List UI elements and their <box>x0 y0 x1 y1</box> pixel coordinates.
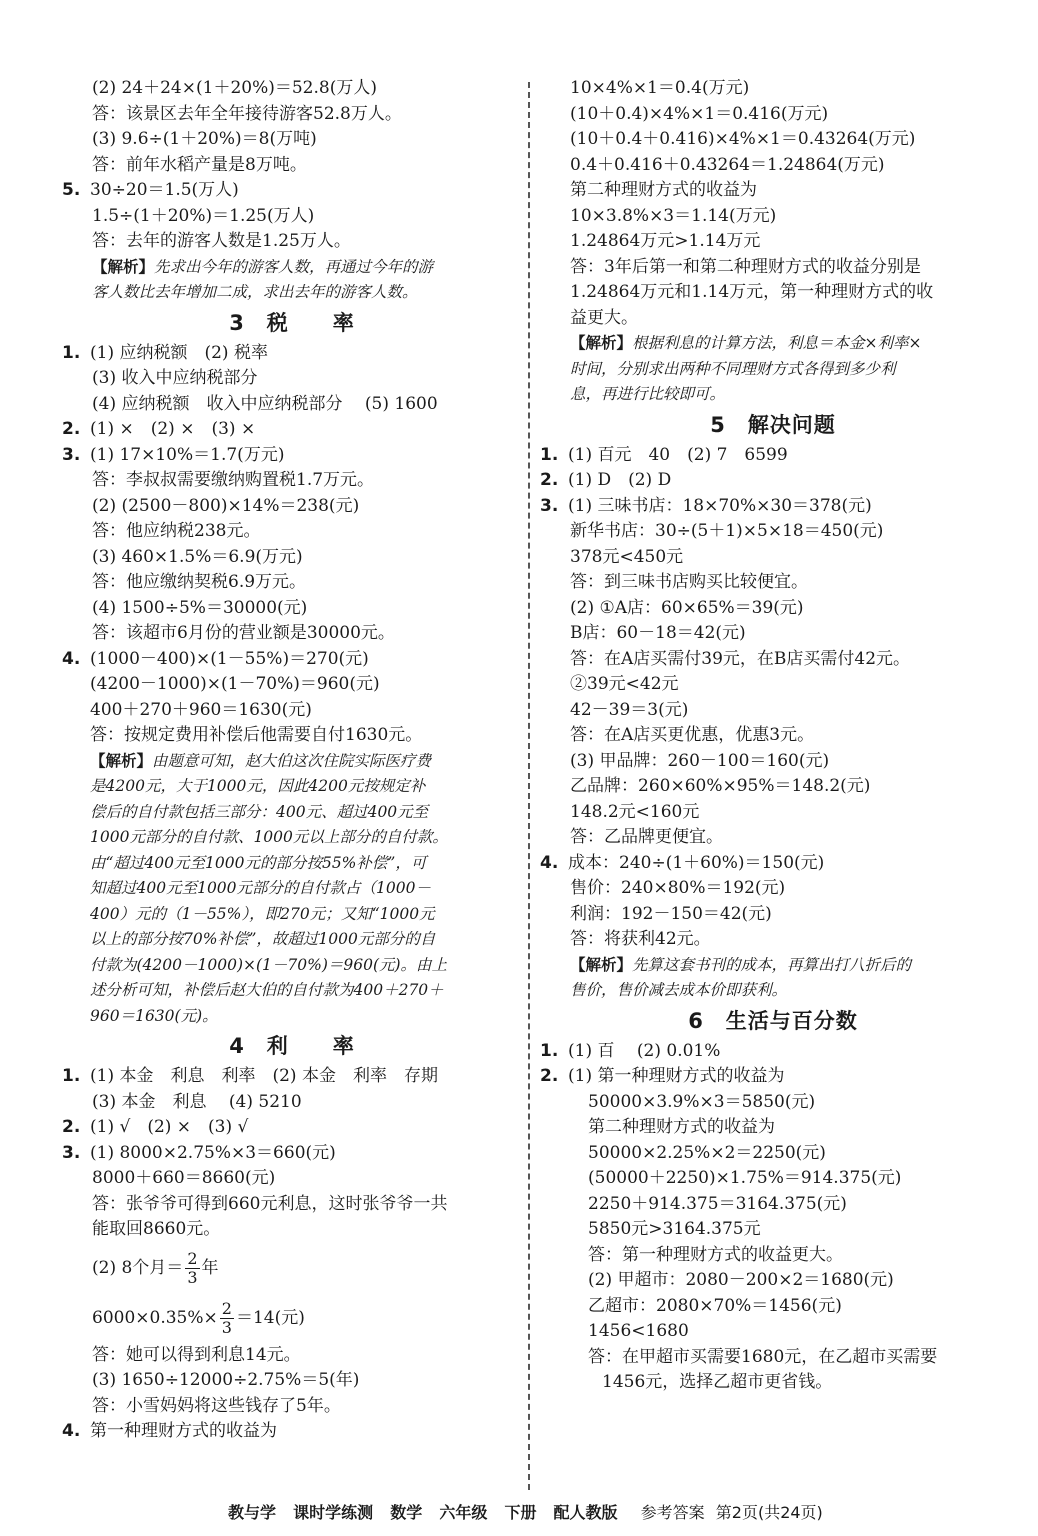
line-text: 时间，分别求出两种不同理财方式各得到多少利 <box>570 359 896 378</box>
line-text: 8000＋660＝8660(元) <box>92 1168 276 1188</box>
answer-line <box>540 382 1006 408</box>
answer-line <box>540 468 1006 494</box>
line-text: 1.5÷(1＋20%)＝1.25(万人) <box>92 205 315 226</box>
answer-line <box>540 102 1006 128</box>
fraction-denominator: 3 <box>187 1267 198 1287</box>
answer-line <box>540 204 1006 230</box>
answer-line <box>62 494 522 520</box>
answer-line <box>540 749 1006 775</box>
line-text: 利润：192－150＝42(元) <box>570 903 772 924</box>
answer-line <box>540 280 1006 306</box>
answer-line <box>540 255 1006 281</box>
answer-line <box>540 443 1006 469</box>
line-text: 成本：240÷(1＋60%)＝150(元) <box>568 852 825 873</box>
line-text: 答：第一种理财方式的收益更大。 <box>588 1244 843 1265</box>
answer-line <box>540 876 1006 902</box>
answer-line <box>62 255 522 281</box>
answer-line <box>540 1217 1006 1243</box>
line-text: 答：前年水稻产量是8万吨。 <box>92 154 307 175</box>
line-text: (1) D (2) D <box>568 470 672 490</box>
line-text: 答：李叔叔需要缴纳购置税1.7万元。 <box>92 470 375 490</box>
line-text: 答：按规定费用补偿后他需要自付1630元。 <box>90 725 423 745</box>
left-column <box>62 76 522 1445</box>
answer-line <box>62 621 522 647</box>
line-text: (2) ①A店：60×65%＝39(元) <box>570 597 804 618</box>
answer-line <box>62 1394 522 1420</box>
line-text: (10＋0.4)×4%×1＝0.416(万元) <box>570 103 829 124</box>
line-text: 付款为(4200－1000)×(1－70%)＝960(元)。由上 <box>90 955 448 974</box>
answer-line <box>540 621 1006 647</box>
line-text: 答：她可以得到利息14元。 <box>92 1344 301 1365</box>
fraction-denominator: 3 <box>221 1317 232 1337</box>
answer-line <box>62 1192 522 1218</box>
answer-line <box>540 1243 1006 1269</box>
footer-volume: 下册 <box>504 1503 537 1522</box>
line-text: 偿后的自付款包括三部分：400元、超过400元至 <box>90 802 429 821</box>
line-text: 第二种理财方式的收益为 <box>588 1117 775 1137</box>
line-text: (2) 8个月＝ <box>92 1257 184 1278</box>
answer-line <box>540 331 1006 357</box>
line-text: 以上的部分按70%补偿”，故超过1000元部分的自 <box>90 930 436 948</box>
answer-line <box>62 102 522 128</box>
line-text: 答：将获利42元。 <box>570 929 711 949</box>
answer-line <box>62 1419 522 1445</box>
answer-line <box>540 647 1006 673</box>
line-text: 年 <box>201 1257 219 1278</box>
line-text: 0.4＋0.416＋0.43264＝1.24864(万元) <box>570 154 885 175</box>
line-text: (1) 8000×2.75%×3＝660(元) <box>90 1142 336 1163</box>
answer-line <box>62 927 522 953</box>
answer-line <box>62 672 522 698</box>
question-number: 2. <box>62 419 81 439</box>
answer-line <box>62 1115 522 1141</box>
line-text: 6000×0.35%× <box>92 1307 218 1328</box>
line-text: (3) 1650÷12000÷2.75%＝5(年) <box>92 1370 360 1390</box>
line-text: 2250＋914.375＝3164.375(元) <box>588 1193 847 1214</box>
line-text: 答：在甲超市买需要1680元，在乙超市买需要 <box>588 1346 938 1367</box>
line-text: 答：他应缴纳契税6.9万元。 <box>92 572 307 592</box>
line-text: (3) 460×1.5%＝6.9(万元) <box>92 546 303 567</box>
line-text: 第二种理财方式的收益为 <box>570 180 757 200</box>
question-number: 1. <box>540 444 559 465</box>
answer-line <box>62 1090 522 1116</box>
answer-line <box>540 927 1006 953</box>
line-text: (3) 收入中应纳税部分 <box>92 368 258 388</box>
line-text: (1) 17×10%＝1.7(万元) <box>90 444 285 465</box>
answer-line <box>62 1166 522 1192</box>
answer-line <box>540 1294 1006 1320</box>
answer-line <box>540 774 1006 800</box>
answer-line <box>540 306 1006 332</box>
column-divider <box>528 82 530 1490</box>
answer-line <box>540 1064 1006 1090</box>
line-text: 答：小雪妈妈将这些钱存了5年。 <box>92 1395 341 1416</box>
line-text: 378元<450元 <box>570 546 684 567</box>
line-text: 根据利息的计算方法，利息＝本金×利率× <box>632 334 922 352</box>
question-number: 1. <box>62 342 81 363</box>
answer-line <box>540 1345 1006 1371</box>
line-text: 10×4%×1＝0.4(万元) <box>570 78 750 98</box>
question-number: 3. <box>62 444 81 465</box>
analysis-tag: 【解析】 <box>570 955 633 974</box>
line-text: 10×3.8%×3＝1.14(万元) <box>570 205 777 226</box>
line-text: (4) 1500÷5%＝30000(元) <box>92 597 308 618</box>
line-text: 答：乙品牌更便宜。 <box>570 827 723 847</box>
answer-line <box>540 545 1006 571</box>
answer-line <box>62 978 522 1004</box>
line-text: (2) 甲超市：2080－200×2＝1680(元) <box>588 1270 894 1290</box>
line-text: 400＋270＋960＝1630(元) <box>90 699 312 720</box>
line-text: 能取回8660元。 <box>92 1219 221 1239</box>
answer-line <box>62 570 522 596</box>
line-text: (1) 应纳税额 (2) 税率 <box>90 342 268 363</box>
line-text: (2) (2500－800)×14%＝238(元) <box>92 495 360 516</box>
answer-line <box>62 774 522 800</box>
answer-line <box>62 127 522 153</box>
answer-line <box>62 204 522 230</box>
line-text: 先求出今年的游客人数，再通过今年的游 <box>154 257 434 276</box>
answer-line <box>62 392 522 418</box>
section-heading: 6 生活与百分数 <box>688 1008 858 1033</box>
line-text: 客人数比去年增加二成，求出去年的游客人数。 <box>92 283 418 301</box>
line-text: 答：他应纳税238元。 <box>92 521 261 541</box>
answer-line <box>62 902 522 928</box>
line-text: 乙超市：2080×70%＝1456(元) <box>588 1295 842 1316</box>
answer-line <box>62 417 522 443</box>
answer-line <box>62 153 522 179</box>
answer-line <box>62 723 522 749</box>
answer-line <box>540 153 1006 179</box>
answer-line <box>540 1319 1006 1345</box>
fraction <box>220 1300 234 1337</box>
question-number: 1. <box>62 1066 81 1086</box>
answer-line <box>540 1166 1006 1192</box>
line-text: 50000×2.25%×2＝2250(元) <box>588 1142 826 1163</box>
line-text: 售价：240×80%＝192(元) <box>570 878 786 898</box>
answer-line <box>62 1243 522 1293</box>
answer-line <box>540 357 1006 383</box>
footer-grade: 六年级 <box>439 1503 488 1522</box>
answer-line <box>540 800 1006 826</box>
answer-line <box>540 902 1006 928</box>
answer-line <box>540 1115 1006 1141</box>
answer-line <box>540 1039 1006 1065</box>
answer-line <box>62 519 522 545</box>
answer-line <box>62 341 522 367</box>
line-text: 是4200元，大于1000元，因此4200元按规定补 <box>90 777 426 795</box>
answer-line <box>540 1141 1006 1167</box>
answer-line <box>62 1064 522 1090</box>
line-text: (3) 9.6÷(1＋20%)＝8(万吨) <box>92 129 317 149</box>
answer-line <box>540 851 1006 877</box>
line-text: 5850元>3164.375元 <box>588 1219 761 1239</box>
answer-line <box>540 953 1006 979</box>
line-text: (3) 甲品牌：260－100＝160(元) <box>570 750 830 771</box>
question-number: 5. <box>62 180 81 200</box>
line-text: 1000元部分的自付款、1000元以上部分的自付款。 <box>90 828 448 846</box>
line-text: (4200－1000)×(1－70%)＝960(元) <box>90 674 380 694</box>
line-text: (1) √ (2) × (3) √ <box>90 1117 249 1137</box>
line-text: 1.24864万元>1.14万元 <box>570 231 761 251</box>
line-text: 由“超过400元至1000元的部分按55%补偿”，可 <box>90 853 427 872</box>
answer-line <box>62 800 522 826</box>
line-text: (1000－400)×(1－55%)＝270(元) <box>90 648 369 669</box>
footer-section: 参考答案 <box>640 1503 705 1522</box>
answer-line <box>540 127 1006 153</box>
analysis-tag: 【解析】 <box>90 751 153 770</box>
question-number: 4. <box>540 852 559 873</box>
line-text: 30÷20＝1.5(万人) <box>90 180 239 200</box>
answer-line <box>62 443 522 469</box>
line-text: 答：张爷爷可得到660元利息，这时张爷爷一共 <box>92 1193 448 1214</box>
line-text: 售价，售价减去成本价即获利。 <box>570 981 788 999</box>
line-text: 乙品牌：260×60%×95%＝148.2(元) <box>570 776 871 796</box>
answer-line <box>540 494 1006 520</box>
answer-line <box>540 229 1006 255</box>
answer-line <box>62 1343 522 1369</box>
line-text: (1) 本金 利息 利率 (2) 本金 利率 存期 <box>90 1066 438 1086</box>
section-heading: 3 税 率 <box>229 310 355 335</box>
line-text: 400）元的（1－55%），即270元；又知“1000元 <box>90 904 435 923</box>
line-text: 由题意可知，赵大伯这次住院实际医疗费 <box>152 751 432 770</box>
line-text: (4) 应纳税额 收入中应纳税部分 (5) 1600 <box>92 393 438 414</box>
answer-line <box>62 468 522 494</box>
line-text: 答：到三味书店购买比较便宜。 <box>570 572 808 592</box>
analysis-tag: 【解析】 <box>570 334 633 352</box>
line-text: 答：去年的游客人数是1.25万人。 <box>92 231 351 251</box>
answer-line <box>62 647 522 673</box>
answer-line <box>62 851 522 877</box>
footer-page-number: 第2页(共24页) <box>715 1503 823 1522</box>
answer-line <box>62 698 522 724</box>
question-number: 2. <box>540 1066 559 1086</box>
answer-line <box>62 1217 522 1243</box>
line-text: 答：在A店买更优惠，优惠3元。 <box>570 725 815 745</box>
line-text: 答：在A店买需付39元，在B店买需付42元。 <box>570 648 911 669</box>
answer-line <box>62 545 522 571</box>
answer-line <box>62 1293 522 1343</box>
right-column <box>540 76 1006 1396</box>
answer-line <box>540 519 1006 545</box>
line-text: ②39元<42元 <box>570 674 679 694</box>
line-text: 1456<1680 <box>588 1321 689 1341</box>
answer-line <box>62 876 522 902</box>
page-footer <box>228 1502 928 1524</box>
answer-line <box>540 1268 1006 1294</box>
line-text: 新华书店：30÷(5＋1)×5×18＝450(元) <box>570 521 884 541</box>
answer-line <box>62 953 522 979</box>
line-text: 42－39＝3(元) <box>570 699 689 720</box>
line-text: (1) 第一种理财方式的收益为 <box>568 1066 785 1086</box>
answer-line <box>540 1370 1006 1396</box>
line-text: 1456元，选择乙超市更省钱。 <box>602 1372 833 1392</box>
line-text: ＝14(元) <box>235 1307 305 1328</box>
line-text: 1.24864万元和1.14万元，第一种理财方式的收 <box>570 282 934 302</box>
line-text: (1) 百 (2) 0.01% <box>568 1040 721 1061</box>
line-text: 第一种理财方式的收益为 <box>90 1421 277 1441</box>
answer-line <box>62 229 522 255</box>
line-text: 知超过400元至1000元部分的自付款占（1000－ <box>90 879 431 897</box>
answer-line <box>62 366 522 392</box>
line-text: 益更大。 <box>570 307 638 328</box>
line-text: 960＝1630(元)。 <box>90 1006 218 1025</box>
answer-line <box>540 570 1006 596</box>
answer-line <box>540 825 1006 851</box>
answer-line <box>540 76 1006 102</box>
question-number: 4. <box>62 648 81 669</box>
line-text: B店：60－18＝42(元) <box>570 623 746 643</box>
fraction-numerator: 2 <box>221 1298 232 1318</box>
answer-line <box>540 596 1006 622</box>
answer-line <box>62 596 522 622</box>
question-number: 3. <box>540 495 559 516</box>
fraction-numerator: 2 <box>187 1248 198 1268</box>
answer-line <box>62 1004 522 1030</box>
answer-line <box>540 698 1006 724</box>
answer-line <box>540 178 1006 204</box>
line-text: 148.2元<160元 <box>570 801 700 822</box>
line-text: 述分析可知，补偿后赵大伯的自付款为400＋270＋ <box>90 981 444 999</box>
answer-line <box>540 672 1006 698</box>
line-text: (10＋0.4＋0.416)×4%×1＝0.43264(万元) <box>570 129 916 149</box>
answer-line <box>62 1368 522 1394</box>
line-text: (3) 本金 利息 (4) 5210 <box>92 1091 302 1112</box>
answer-line <box>62 1141 522 1167</box>
line-text: (1) 三味书店：18×70%×30＝378(元) <box>568 495 872 516</box>
answer-line <box>540 978 1006 1004</box>
question-number: 2. <box>540 470 559 490</box>
fraction <box>185 1250 199 1287</box>
line-text: 答：该景区去年全年接待游客52.8万人。 <box>92 103 402 124</box>
line-text: 息，再进行比较即可。 <box>570 385 726 403</box>
section-heading: 5 解决问题 <box>710 412 836 437</box>
answer-line <box>62 76 522 102</box>
footer-series: 课时学练测 <box>293 1503 374 1522</box>
question-number: 3. <box>62 1142 81 1163</box>
line-text: 先算这套书刊的成本，再算出打八折后的 <box>632 955 912 974</box>
line-text: 50000×3.9%×3＝5850(元) <box>588 1091 816 1112</box>
answer-line <box>62 749 522 775</box>
line-text: (1) × (2) × (3) × <box>90 419 256 439</box>
answer-line <box>62 178 522 204</box>
answer-line <box>62 825 522 851</box>
section-heading: 4 利 率 <box>229 1034 355 1058</box>
line-text: 答：3年后第一和第二种理财方式的收益分别是 <box>570 256 921 277</box>
footer-brand: 教与学 <box>228 1503 277 1522</box>
answer-line <box>540 1192 1006 1218</box>
question-number: 2. <box>62 1117 81 1137</box>
answer-line <box>540 1090 1006 1116</box>
footer-edition: 配人教版 <box>553 1503 618 1522</box>
question-number: 4. <box>62 1421 81 1441</box>
line-text: (50000＋2250)×1.75%＝914.375(元) <box>588 1168 902 1188</box>
analysis-tag: 【解析】 <box>92 257 155 276</box>
line-text: (2) 24＋24×(1＋20%)＝52.8(万人) <box>92 78 377 98</box>
answer-line <box>540 723 1006 749</box>
line-text: 答：该超市6月份的营业额是30000元。 <box>92 623 395 643</box>
answer-line <box>62 280 522 306</box>
question-number: 1. <box>540 1040 559 1061</box>
footer-subject: 数学 <box>390 1503 423 1522</box>
line-text: (1) 百元 40 (2) 7 6599 <box>568 444 788 465</box>
